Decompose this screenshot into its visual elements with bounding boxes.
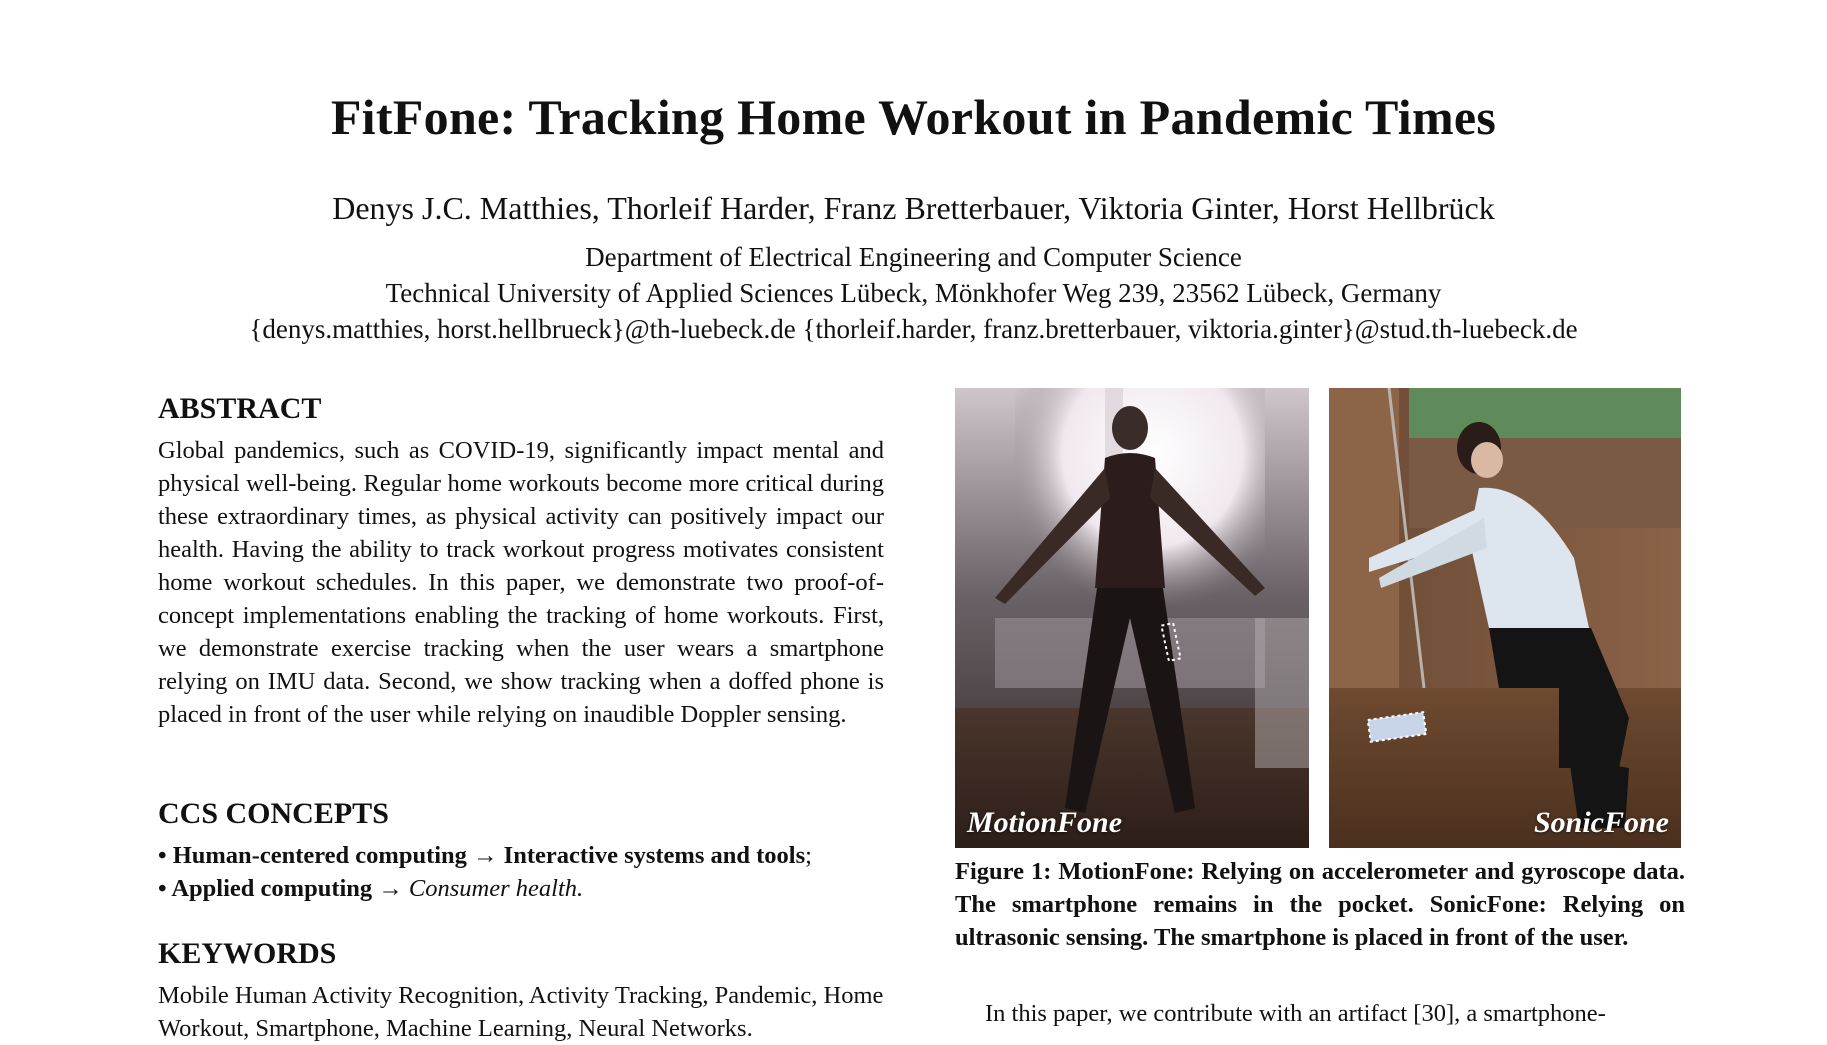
abstract-section [158,392,884,731]
ccs-concept-applied: • Applied computing → [158,875,403,902]
sonicfone-illustration [1329,388,1681,848]
keywords-text: Mobile Human Activity Recognition, Activity Tracking, Pandemic, Home Workout, Smartphone, Machine Learning, Neural Networks. [158,982,884,1042]
ccs-section [158,797,884,905]
motionfone-illustration [955,388,1309,848]
figure-photo-sonicfone [1329,388,1681,848]
keywords-heading: KEYWORDS [158,937,337,970]
abstract-text: Global pandemics, such as COVID-19, significantly impact mental and physical well-being. Regular home workouts become more critical during these extraordinary times, as physical activity can positively impact our health. Having the ability to track workout progress motivates consistent home workout schedules. In this paper, we demonstrate two proof-of-concept implementations enabling the tracking of home workouts. First, we demonstrate exercise tracking when the user wears a smartphone relying on IMU data. Second, we show tracking when a doffed phone is placed in front of the user while relying on inaudible Doppler sensing. [158,437,884,728]
figure-photo-motionfone [955,388,1309,848]
ccs-line-2 [158,872,884,905]
ccs-line-1 [158,839,884,872]
ccs-heading: CCS CONCEPTS [158,797,389,830]
ccs-separator: ; [805,842,812,869]
abstract-heading: ABSTRACT [158,392,322,425]
motionfone-label: MotionFone [967,806,1123,839]
keywords-section [158,937,884,1045]
ccs-concept-health: Consumer health. [408,875,584,902]
body-paragraph-start: In this paper, we contribute with an artifact [30], a smartphone- [985,1000,1606,1027]
ccs-concept-hcc: • Human-centered computing → Interactive systems and tools [158,842,806,869]
author-list: Denys J.C. Matthies, Thorleif Harder, Franz Bretterbauer, Viktoria Ginter, Horst Hellbrück [332,190,1495,226]
figure-caption: Figure 1: MotionFone: Relying on accelerometer and gyroscope data. The smartphone remains in the pocket. SonicFone: Relying on ultrasonic sensing. The smartphone is placed in front of the user. [955,858,1685,951]
affiliation-department: Department of Electrical Engineering and Computer Science [585,242,1242,272]
author-emails: {denys.matthies, horst.hellbrueck}@th-luebeck.de {thorleif.harder, franz.bretterbauer, viktoria.ginter}@stud.th-luebeck.de [249,314,1578,344]
affiliation-university: Technical University of Applied Sciences Lübeck, Mönkhofer Weg 239, 23562 Lübeck, Germany [385,278,1442,308]
sonicfone-label: SonicFone [1533,806,1669,839]
paper-title: FitFone: Tracking Home Workout in Pandemic Times [330,89,1497,145]
